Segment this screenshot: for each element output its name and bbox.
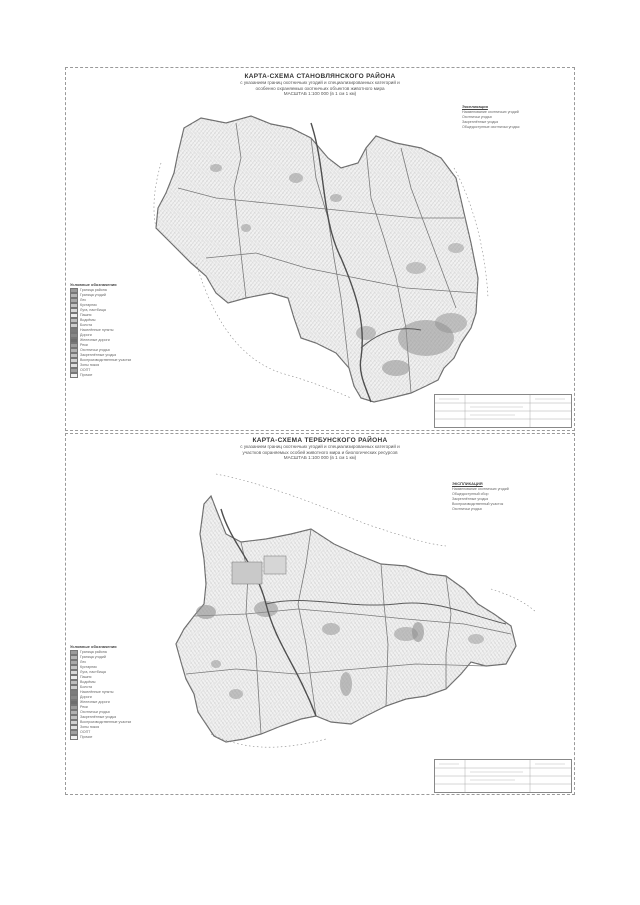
legend-label: Реки (80, 343, 88, 348)
legend-swatch (70, 735, 78, 740)
legend-label: Водоёмы (80, 318, 96, 323)
legend-label: Водоёмы (80, 680, 96, 685)
legend-label: Закреплённые угодья (80, 715, 117, 720)
map-scale: МАСШТАБ 1:100 000 (в 1 см 1 км) (283, 91, 357, 97)
urban-block (232, 562, 262, 584)
note-item: Закреплённые угодья (462, 119, 499, 124)
notes-header: ЭКСПЛИКАЦИЯ (452, 481, 483, 486)
legend-item (70, 735, 131, 740)
legend-label: Луга, пастбища (80, 308, 106, 313)
legend-label: Железные дороги (80, 338, 110, 343)
legend-label: Воспроизводственные участки (80, 358, 132, 363)
legend-header: Условные обозначения (70, 644, 117, 649)
note-item: Воспроизводственный участок (452, 501, 504, 506)
legend-label: Закреплённые угодья (80, 353, 117, 358)
legend-label: Зоны покоя (80, 363, 100, 368)
map-subtitle-line1: с указанием границ охотничьих угодий и специализированных категорий и (240, 80, 400, 86)
legend-label: Воспроизводственные участки (80, 720, 132, 725)
map-legend (70, 282, 131, 378)
map-sheet-stanovlyansky (65, 67, 575, 431)
map-notes (452, 481, 509, 512)
legend-swatch (70, 373, 78, 378)
legend-label: Граница угодий (80, 655, 106, 660)
note-item: Общедоступные охотничьи угодья (462, 124, 520, 129)
legend-label: Болота (80, 323, 92, 328)
legend-label: Пашня (80, 675, 92, 680)
legend-header: Условные обозначения (70, 282, 117, 287)
legend-label: Населённые пункты (80, 328, 114, 333)
note-item: Общедоступный сбор (452, 491, 489, 496)
legend-item (70, 373, 131, 378)
map-title: КАРТА-СХЕМА ТЕРБУНСКОГО РАЙОНА (252, 437, 388, 444)
note-item: Закреплённые угодья (452, 496, 489, 501)
legend-label: Луга, пастбища (80, 670, 106, 675)
note-item: Наименование охотничьих угодий (462, 109, 519, 114)
legend-label: Лес (80, 298, 87, 303)
note-item: Наименование охотничьих угодий (452, 486, 509, 491)
legend-label: Охотничьи угодья (80, 348, 110, 353)
legend-label: Реки (80, 705, 88, 710)
legend-label: Дороги (80, 695, 92, 700)
legend-label: Лес (80, 660, 87, 665)
map-subtitle-line1: с указанием границ охотничьих угодий и специализированных категорий и (240, 444, 400, 450)
map-subtitle-line2: особенно охраняемых охотничьих объектов животного мира (255, 85, 385, 91)
notes-header: Экспликация (462, 104, 488, 109)
title-stamp (434, 394, 572, 428)
note-item: Охотничьи угодья (452, 506, 482, 511)
legend-label: ООПТ (80, 368, 91, 373)
legend-label: Граница угодий (80, 293, 106, 298)
legend-label: Болота (80, 685, 92, 690)
map-sheet-terbunsky (65, 433, 575, 795)
map-title: КАРТА-СХЕМА СТАНОВЛЯНСКОГО РАЙОНА (244, 73, 396, 80)
legend-label: ООПТ (80, 730, 91, 735)
legend-label: Охотничьи угодья (80, 710, 110, 715)
note-item: Охотничьи угодья (462, 114, 492, 119)
map-notes (462, 104, 519, 130)
legend-label: Зоны покоя (80, 725, 100, 730)
legend-label: Граница района (80, 650, 107, 655)
legend-label: Прочие (80, 735, 93, 740)
map-legend (70, 644, 131, 740)
legend-label: Кустарник (80, 303, 97, 308)
title-stamp (434, 759, 572, 793)
legend-label: Граница района (80, 288, 107, 293)
legend-label: Населённые пункты (80, 690, 114, 695)
legend-label: Кустарник (80, 665, 97, 670)
legend-label: Прочие (80, 373, 93, 378)
legend-label: Дороги (80, 333, 92, 338)
legend-label: Железные дороги (80, 700, 110, 705)
legend-label: Пашня (80, 313, 92, 318)
map-scale: МАСШТАБ 1:100 000 (в 1 см 1 км) (283, 455, 357, 461)
map-subtitle-line2: участков охраняемых особей животного мира и биологических ресурсов (242, 449, 398, 455)
